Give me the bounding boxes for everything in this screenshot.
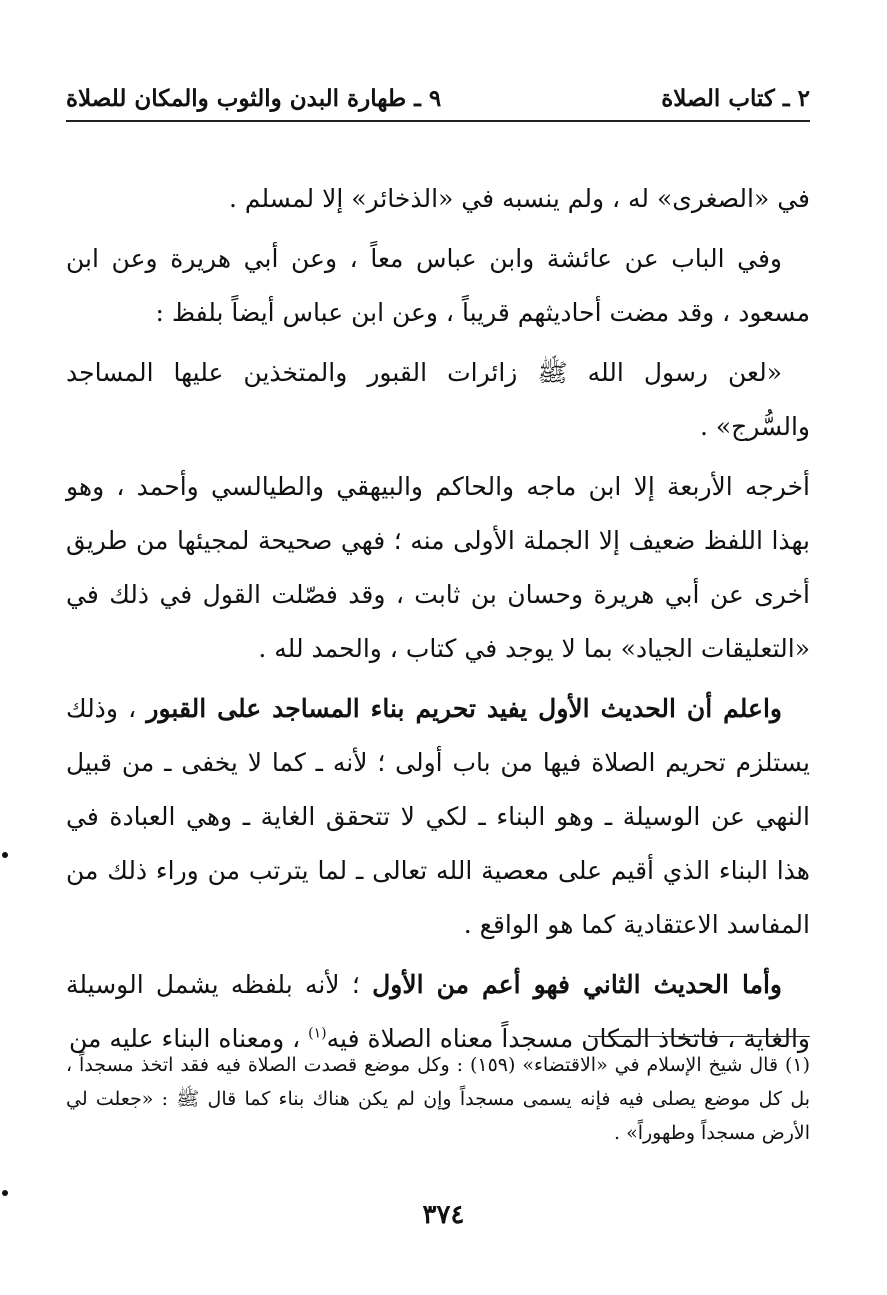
main-text: [66, 172, 810, 1072]
footnote-reference[interactable]: (١): [308, 1025, 327, 1042]
header-section-title: ٩ ـ طهارة البدن والثوب والمكان للصلاة: [66, 84, 442, 112]
page-number: ٣٧٤: [422, 1200, 465, 1230]
paragraph: وفي الباب عن عائشة وابن عباس معاً ، وعن أبي هريرة وعن ابن مسعود ، وقد مضت أحاديثهم قريباً ، وعن ابن عباس أيضاً بلفظ :: [66, 244, 810, 327]
paragraph-text: ، وذلك يستلزم تحريم الصلاة فيها من باب أولى ؛ لأنه ـ كما لا يخفى ـ من قبيل النهي عن الوسيلة ـ وهو البناء ـ لكي لا تتحقق الغاية ـ وهي العبادة في هذا البناء الذي أقيم على معصية الله تعالى ـ لما يترتب من وراء ذلك من المفاسد الاعتقادية كما هو الواقع .: [66, 694, 810, 939]
paragraph-text: ؛ لأنه بلفظه يشمل الوسيلة والغاية ، فاتخاذ المكان مسجداً معناه الصلاة فيه: [66, 970, 810, 1053]
bold-lead: وأما الحديث الثاني فهو أعم من الأول: [372, 970, 782, 999]
paragraph: في «الصغرى» له ، ولم ينسبه في «الذخائر» إلا لمسلم .: [228, 184, 810, 213]
paragraph: أخرجه الأربعة إلا ابن ماجه والحاكم والبيهقي والطيالسي وأحمد ، وهو بهذا اللفظ ضعيف إلا الجملة الأولى منه ؛ فهي صحيحة لمجيئها من طريق أخرى عن أبي هريرة وحسان بن ثابت ، وقد فصّلت القول في ذلك في «التعليقات الجياد» بما لا يوجد في كتاب ، والحمد لله .: [66, 472, 810, 663]
running-header: [66, 78, 810, 118]
header-chapter-title: ٢ ـ كتاب الصلاة: [661, 84, 810, 112]
bold-lead: واعلم أن الحديث الأول يفيد تحريم بناء المساجد على القبور: [146, 694, 782, 723]
scan-mark: [2, 852, 8, 858]
footnote-divider: [590, 1036, 810, 1037]
footnote: (١) قال شيخ الإسلام في «الاقتضاء» (١٥٩) : وكل موضع قصدت الصلاة فيه فقد اتخذ مسجداً ، بل كل موضع يصلى فيه فإنه يسمى مسجداً وإن لم يكن هناك بناء كما قال ﷺ : «جعلت لي الأرض مسجداً وطهوراً» .: [66, 1054, 811, 1144]
quoted-hadith: «لعن رسول الله ﷺ زائرات القبور والمتخذين عليها المساجد والسُّرج» .: [66, 358, 810, 441]
header-divider: [66, 120, 810, 122]
paragraph-text: ، ومعناه البناء عليه من: [68, 1024, 309, 1053]
scan-mark: [2, 1190, 8, 1196]
paragraph: [66, 682, 810, 952]
footnotes: [66, 1048, 810, 1150]
